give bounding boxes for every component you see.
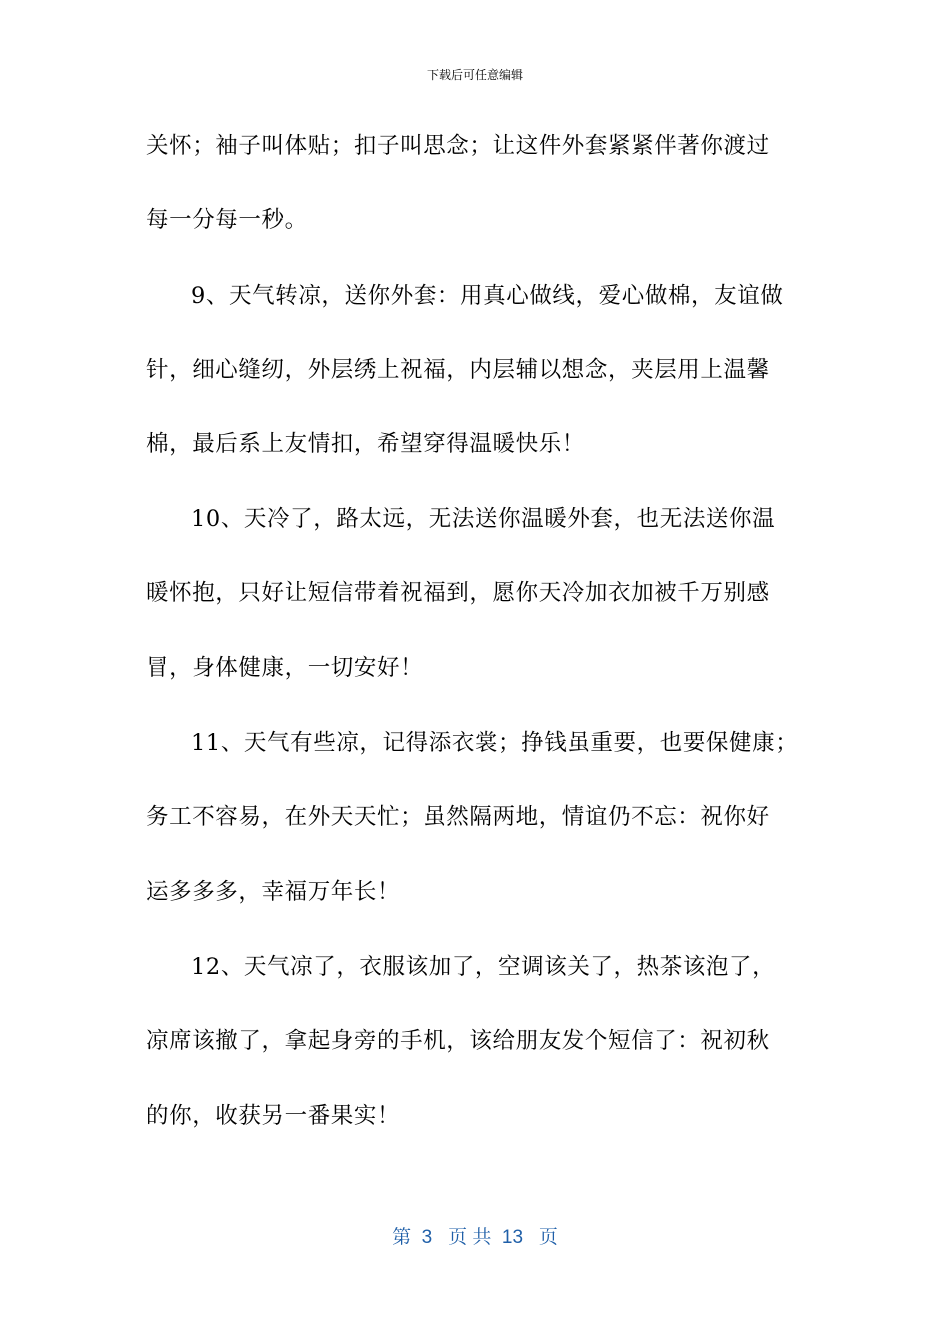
text-line: 务工不容易，在外天天忙；虽然隔两地，情谊仍不忘：祝你好 (146, 804, 770, 830)
text-line: 棉，最后系上友情扣，希望穿得温暖快乐！ (146, 431, 585, 457)
text-line: 冒，身体健康，一切安好！ (146, 655, 424, 681)
text-line: 的你，收获另一番果实！ (146, 1103, 401, 1129)
text-line: 凉席该撤了，拿起身旁的手机，该给朋友发个短信了：祝初秋 (146, 1028, 770, 1054)
text-line: 暖怀抱，只好让短信带着祝福到，愿你天冷加衣加被千万别感 (146, 580, 770, 606)
paragraph-10-start: 10、天冷了，路太远，无法送你温暖外套，也无法送你温 (191, 506, 776, 532)
page-header: 下载后可任意编辑 (426, 68, 523, 82)
text-line: 针，细心缝纫，外层绣上祝福，内层辅以想念，夹层用上温馨 (146, 357, 770, 383)
text-line: 每一分每一秒。 (146, 207, 308, 233)
text-line: 运多多多，幸福万年长！ (146, 879, 401, 905)
page-footer-pagination: 第 3 页 共 13 页 (392, 1227, 558, 1248)
paragraph-9-start: 9、天气转凉，送你外套：用真心做线，爱心做棉，友谊做 (191, 283, 784, 309)
paragraph-12-start: 12、天气凉了，衣服该加了，空调该关了，热茶该泡了， (191, 954, 776, 980)
paragraph-11-start: 11、天气有些凉，记得添衣裳；挣钱虽重要，也要保健康； (191, 730, 799, 756)
text-line: 关怀；袖子叫体贴；扣子叫思念；让这件外套紧紧伴著你渡过 (146, 133, 770, 159)
